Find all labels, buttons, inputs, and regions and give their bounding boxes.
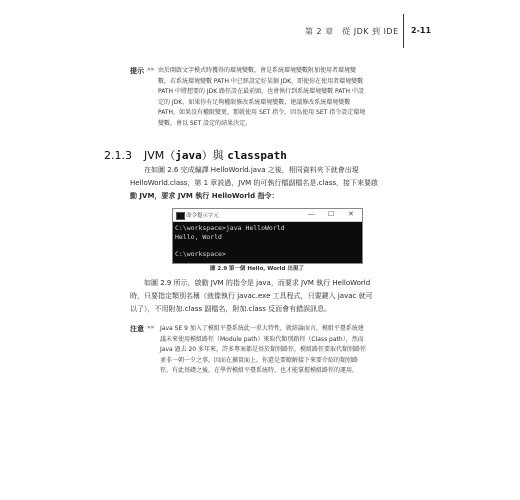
console-line: C:\workspace>	[175, 249, 226, 258]
body-paragraph-2	[130, 277, 415, 316]
close-icon[interactable]: ✕	[348, 210, 354, 218]
header-divider	[403, 14, 404, 48]
tip-line: 定的 JDK，如果你有足夠權限修改系統環境變數，建議修改系統環境變數	[158, 98, 351, 106]
section-heading	[104, 147, 287, 163]
note-label: 注意	[130, 325, 144, 333]
tip-line: PATH，如果沒有權限變更，那就使用 SET 指令，因為使用 SET 指令設定環境	[158, 109, 366, 116]
console-output	[173, 222, 362, 263]
console-line	[175, 241, 362, 250]
section-title-part: ）與	[201, 149, 224, 162]
paragraph-line: 如圖 2.9 所示，啟動 JVM 的指令是 java，而要求 JVM 執行 HelloWorld	[144, 279, 371, 287]
section-title-code: java	[175, 149, 202, 162]
console-titlebar	[173, 209, 362, 222]
console-line: C:\workspace>java HelloWorld	[175, 224, 285, 232]
maximize-icon[interactable]: ☐	[328, 210, 335, 218]
note-line: 議未來使用模組路徑（Module path）來取代類別路徑（Class path），然而	[160, 335, 364, 343]
paragraph-line: 在如圖 2.6 完成編譯 HelloWorld.java 之後，相同資料夾下就會出現	[144, 166, 359, 174]
page-number: 2-11	[411, 26, 432, 35]
tip-line: 由於開啟文字模式時獲得的環境變數，會是系統環境變數附加使用者環境變	[158, 67, 357, 74]
note-line: 徑，有此基礎之後，在學習模組平臺系統時，也才能掌握模組路徑的運用。	[160, 367, 359, 374]
note-line: Java 過去 20 多年來，許多專案都是基於類別路徑，模組路徑要取代類別路徑	[160, 346, 367, 353]
tip-line: 數，若系統環境變數 PATH 中已經設定好某個 JDK，即使你在使用者環境變數	[158, 77, 364, 85]
section-title-part: JVM（	[144, 149, 176, 162]
tip-line: 變數，會以 SET 設定的結果決定。	[158, 119, 252, 127]
body-paragraph-1	[130, 164, 415, 203]
paragraph-line: 時，只要指定類別名稱（就像執行 javac.exe 工具程式，只要鍵入 javac 就可	[130, 292, 373, 300]
paragraph-line: 以了），不用附加.class 副檔名，附加.class 反而會有錯誤訊息。	[130, 305, 332, 313]
minimize-icon[interactable]: —	[308, 210, 315, 218]
paragraph-line: 動 JVM，要求 JVM 執行 HelloWorld 指令：	[130, 192, 279, 200]
note-line: 並非一朝一夕之事，因而在擴實面上，你還是要瞭解接下來要介紹的類別路	[160, 356, 359, 364]
console-line: Hello, World	[175, 232, 222, 241]
console-title: 命令提示字元	[186, 213, 220, 219]
chapter-title: 第 2 章 從 JDK 到 IDE	[305, 27, 399, 36]
tip-arrows-icon: »»	[147, 66, 155, 73]
tip-line: PATH 中將想要的 JDK 路徑設在最前頭，也會執行到系統環境變數 PATH 中設	[158, 88, 364, 95]
figure-text: 第一個 Hello, World 出現了	[228, 266, 304, 272]
paragraph-line: HelloWorld.class，第 1 章説過，JVM 的可執行檔副檔名是.class，接下來要啟	[130, 179, 379, 187]
note-arrows-icon: »»	[147, 324, 155, 331]
running-header	[0, 0, 520, 46]
terminal-icon	[176, 212, 185, 220]
note-line: Java SE 9 加入了模組平臺系統此一重大特性，就結論而言，模組平臺系統建	[160, 325, 364, 332]
tip-body	[158, 66, 410, 129]
tip-label: 提示	[130, 67, 144, 75]
console-window	[172, 208, 363, 264]
figure-caption	[210, 264, 304, 272]
figure-number: 圖 2.9	[210, 266, 228, 272]
section-number: 2.1.3	[104, 149, 132, 162]
section-title-code: classpath	[227, 149, 287, 162]
note-body	[160, 324, 415, 377]
